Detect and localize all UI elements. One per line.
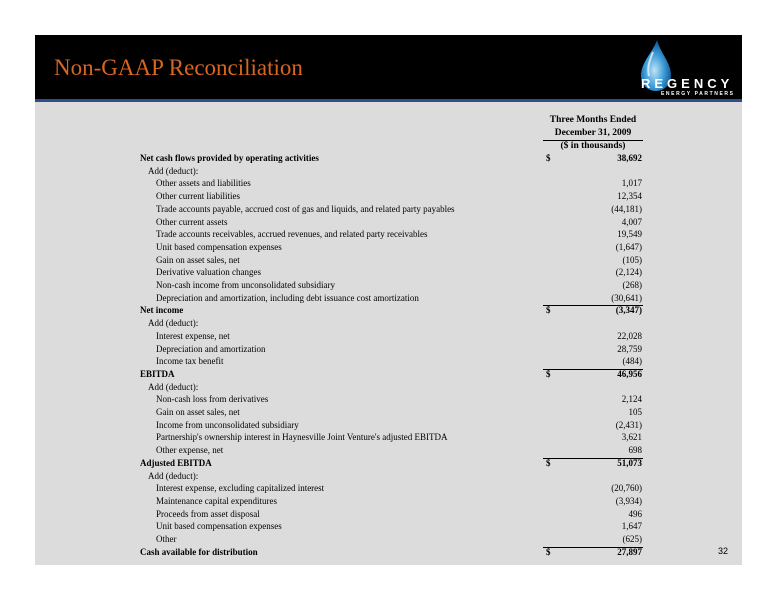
row-value: 496 [628, 508, 642, 519]
row-label: Other assets and liabilities [156, 178, 251, 189]
table-row [35, 280, 742, 293]
currency-symbol: $ [546, 305, 551, 316]
row-label: Non-cash loss from derivatives [156, 394, 269, 405]
row-label: Unit based compensation expenses [156, 241, 282, 252]
table-row [35, 204, 742, 217]
table-row [35, 521, 742, 534]
table-row [35, 432, 742, 445]
row-label: Add (deduct): [148, 381, 199, 392]
row-label: Add (deduct): [148, 470, 199, 481]
row-label: Partnership's ownership interest in Haynesville Joint Venture's adjusted EBITDA [156, 432, 448, 443]
row-label: Trade accounts payable, accrued cost of gas and liquids, and related party payables [156, 203, 455, 214]
row-label: Depreciation and amortization, including debt issuance cost amortization [156, 292, 419, 303]
currency-symbol: $ [546, 368, 551, 379]
logo-subtitle: ENERGY PARTNERS [661, 91, 735, 97]
row-label: Other current assets [156, 216, 228, 227]
row-label: Depreciation and amortization [156, 343, 266, 354]
row-value: 27,897 [617, 546, 642, 557]
currency-symbol: $ [546, 153, 551, 163]
row-value: 12,354 [617, 191, 642, 202]
row-value: (484) [622, 356, 642, 367]
row-value: 4,007 [621, 216, 642, 227]
row-label: Interest expense, net [156, 330, 230, 341]
row-value: 38,692 [617, 153, 642, 163]
table-row [35, 255, 742, 268]
table-row [35, 420, 742, 433]
row-label: Interest expense, excluding capitalized interest [156, 483, 325, 494]
table-row [35, 166, 742, 179]
row-value: 3,621 [621, 432, 642, 443]
row-label: Income tax benefit [156, 356, 224, 367]
row-label: Trade accounts receivables, accrued revenues, and related party receivables [156, 229, 428, 240]
row-label: Add (deduct): [148, 165, 199, 176]
row-label: Add (deduct): [148, 318, 199, 329]
row-label: Proceeds from asset disposal [156, 508, 260, 519]
row-value: (20,760) [611, 483, 642, 494]
row-value: (625) [622, 534, 642, 544]
row-label: EBITDA [140, 368, 175, 379]
row-label: Other expense, net [156, 445, 224, 456]
row-label: Income from unconsolidated subsidiary [156, 419, 299, 430]
row-label: Non-cash income from unconsolidated subsidiary [156, 280, 335, 290]
row-value: 28,759 [617, 343, 642, 354]
slide [35, 35, 742, 565]
table-row [35, 344, 742, 357]
row-label: Net cash flows provided by operating activities [140, 153, 319, 163]
row-label: Derivative valuation changes [156, 267, 261, 278]
row-label: Other current liabilities [156, 191, 240, 202]
row-label: Gain on asset sales, net [156, 407, 240, 417]
row-value: 19,549 [617, 229, 642, 240]
row-value: (30,641) [611, 292, 642, 303]
table-row [35, 318, 742, 331]
table-row [35, 217, 742, 230]
regency-logo [631, 38, 739, 98]
row-value: (1,647) [615, 241, 642, 252]
table-row [35, 382, 742, 395]
page-number: 32 [718, 546, 729, 556]
row-label: Maintenance capital expenditures [156, 495, 277, 506]
table-row [35, 191, 742, 204]
row-value: 1,017 [621, 178, 642, 189]
row-value: 2,124 [621, 394, 642, 405]
table-row [35, 509, 742, 522]
row-value: 698 [628, 445, 642, 456]
currency-symbol: $ [546, 546, 551, 557]
table-row [35, 331, 742, 344]
table-row [35, 267, 742, 280]
page-title: Non-GAAP Reconciliation [54, 55, 303, 80]
table-row [35, 242, 742, 255]
table-row [35, 471, 742, 484]
row-value: 22,028 [617, 330, 642, 341]
header-rule [35, 99, 742, 102]
table-row [35, 496, 742, 509]
table-row [35, 153, 742, 166]
table-row [35, 407, 742, 420]
row-value: (268) [622, 280, 642, 290]
row-value: (2,124) [615, 267, 642, 278]
table-row [35, 178, 742, 191]
currency-symbol: $ [546, 457, 551, 468]
header-bar [35, 35, 742, 99]
row-label: Adjusted EBITDA [140, 457, 212, 468]
table-row [35, 293, 742, 306]
row-label: Gain on asset sales, net [156, 254, 240, 265]
row-label: Other [156, 534, 177, 544]
row-label: Cash available for distribution [140, 546, 258, 557]
table-row [35, 229, 742, 242]
row-value: 46,956 [617, 368, 642, 379]
table-row [35, 305, 742, 318]
table-row [35, 534, 742, 547]
row-value: 105 [628, 407, 642, 417]
row-label: Unit based compensation expenses [156, 521, 282, 532]
row-value: (44,181) [611, 203, 642, 214]
table-row [35, 547, 742, 560]
table-row [35, 483, 742, 496]
table-row [35, 356, 742, 369]
row-value: 1,647 [621, 521, 642, 532]
logo-wordmark: REGENCY [641, 76, 734, 91]
row-label: Net income [140, 305, 184, 316]
row-value: (3,934) [615, 495, 642, 506]
row-value: (2,431) [615, 419, 642, 430]
table-row [35, 458, 742, 471]
row-value: (105) [622, 254, 642, 265]
table-row [35, 394, 742, 407]
table-row [35, 445, 742, 458]
row-value: 51,073 [617, 457, 642, 468]
column-header-units: ($ in thousands) [560, 141, 626, 151]
column-header-period: Three Months Ended [549, 115, 637, 125]
row-value: (3,347) [615, 305, 642, 316]
table-row [35, 369, 742, 382]
column-header-date: December 31, 2009 [554, 128, 632, 138]
